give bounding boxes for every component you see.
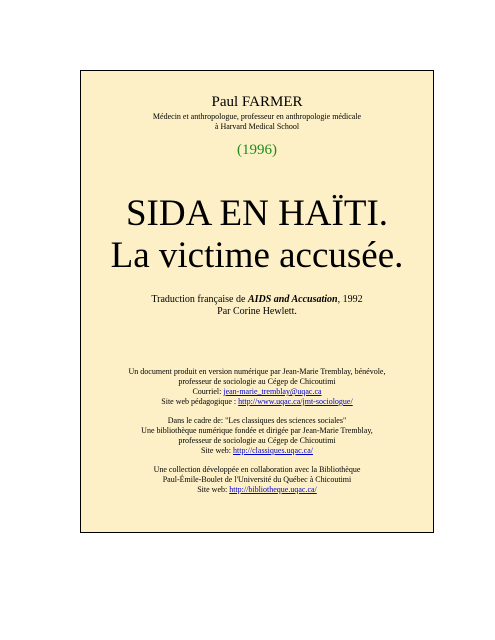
site-label: Site web: (201, 446, 233, 455)
site-label: Site web pédagogique : (161, 397, 239, 406)
collection-line: Dans le cadre de: "Les classiques des sciences sociales" (167, 416, 347, 425)
credits-line: professeur de sociologie au Cégep de Chicoutimi (178, 377, 336, 386)
translation-prefix: Traduction française de (151, 294, 248, 305)
partnership-block (81, 465, 433, 495)
email-line (81, 387, 433, 397)
author-affiliation (81, 112, 433, 132)
translation-info (81, 294, 433, 318)
affiliation-line: Médecin et anthropologue, professeur en anthropologie médicale (152, 112, 362, 121)
site-line (81, 485, 433, 495)
library-site-link[interactable]: http://bibliotheque.uqac.ca/ (229, 485, 317, 494)
book-title-line: SIDA EN HAÏTI. (125, 193, 389, 234)
email-link[interactable]: jean-marie_tremblay@uqac.ca (223, 387, 322, 396)
site-line (81, 446, 433, 456)
translation-line (81, 294, 433, 306)
translator: Par Corine Hewlett. (217, 306, 297, 317)
teaching-site-link[interactable]: http://www.uqac.ca/jmt-sociologue/ (238, 397, 353, 406)
book-subtitle-line: La victime accusée. (110, 235, 404, 276)
publication-year: (1996) (237, 142, 277, 158)
credits-block (81, 367, 433, 407)
credits-line: Un document produit en version numérique par Jean-Marie Tremblay, bénévole, (128, 367, 386, 376)
site-label: Site web: (197, 485, 230, 494)
translation-suffix: , 1992 (337, 294, 363, 305)
classiques-site-link[interactable]: http://classiques.uqac.ca/ (233, 446, 313, 455)
email-label: Courriel: (192, 387, 224, 396)
partnership-line: Une collection développée en collaboration avec la Bibliothèque (153, 465, 361, 474)
collection-block (81, 416, 433, 456)
partnership-line: Paul-Émile-Boulet de l'Université du Québec à Chicoutimi (162, 475, 352, 484)
affiliation-line: à Harvard Medical School (214, 122, 300, 131)
site-line (81, 397, 433, 407)
author-name: Paul FARMER (211, 94, 303, 110)
collection-line: professeur de sociologie au Cégep de Chicoutimi (178, 436, 336, 445)
original-title: AIDS and Accusation (247, 294, 338, 305)
book-title (81, 193, 433, 277)
title-page-card (80, 70, 434, 533)
collection-line: Une bibliothèque numérique fondée et dirigée par Jean-Marie Tremblay, (141, 426, 373, 435)
